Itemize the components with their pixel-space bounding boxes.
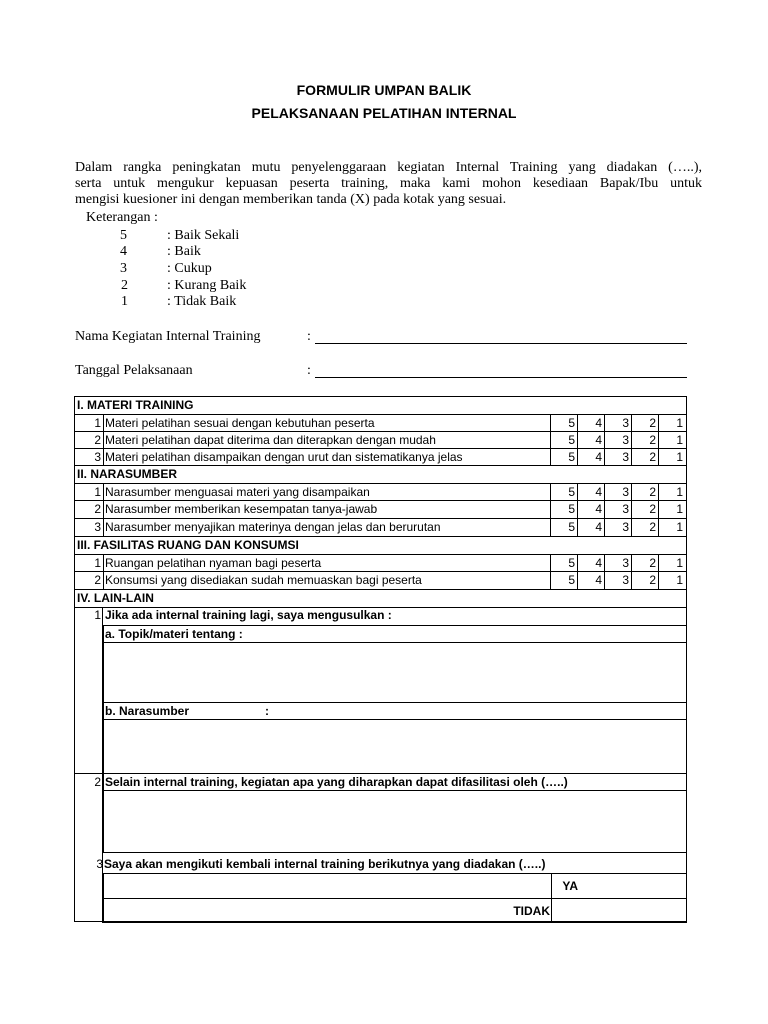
table-row [75, 483, 686, 500]
score-1-cell[interactable]: 1 [658, 449, 685, 465]
topik-label-row [103, 625, 687, 643]
score-2-cell[interactable]: 2 [631, 432, 658, 448]
item-number: 1 [94, 485, 101, 499]
narasumber-label: b. Narasumber [105, 704, 190, 718]
item-number: 2 [94, 775, 101, 789]
scale-number: 2 [121, 278, 128, 293]
score-5-cell[interactable]: 5 [550, 519, 577, 536]
question-text: Konsumsi yang disediakan sudah memuaskan bagi peserta [105, 573, 422, 587]
field-tanggal-label: Tanggal Pelaksanaan [75, 363, 193, 378]
q2-answer-box[interactable] [103, 790, 687, 853]
score-2-cell[interactable]: 2 [631, 501, 658, 518]
tanggal-input-line[interactable] [315, 377, 687, 378]
question-text: Materi pelatihan dapat diterima dan diterapkan dengan mudah [105, 433, 436, 447]
keterangan-label: Keterangan : [86, 210, 158, 225]
question-text: Narasumber menyajikan materinya dengan jelas dan berurutan [105, 520, 441, 534]
item-number: 3 [94, 520, 101, 534]
section-header-narasumber: II. NARASUMBER [75, 465, 686, 483]
score-3-cell[interactable]: 3 [604, 432, 631, 448]
score-1-cell[interactable]: 1 [658, 484, 685, 500]
scale-label: : Tidak Baik [167, 294, 237, 309]
topik-answer-box[interactable] [103, 642, 687, 703]
topik-label: a. Topik/materi tentang : [105, 627, 243, 641]
question-text: Materi pelatihan sesuai dengan kebutuhan peserta [105, 416, 375, 430]
field-colon: : [307, 329, 311, 344]
score-3-cell[interactable]: 3 [604, 484, 631, 500]
score-5-cell[interactable]: 5 [550, 415, 577, 431]
scale-number: 1 [121, 294, 128, 309]
score-2-cell[interactable]: 2 [631, 449, 658, 465]
score-2-cell[interactable]: 2 [631, 572, 658, 589]
score-3-cell[interactable]: 3 [604, 415, 631, 431]
score-4-cell[interactable]: 4 [577, 449, 604, 465]
score-1-cell[interactable]: 1 [658, 572, 685, 589]
score-3-cell[interactable]: 3 [604, 449, 631, 465]
intro-line-2: serta untuk mengukur kepuasan peserta training, maka kami mohon kesediaan Bapak/Ibu untuk [75, 176, 702, 191]
table-row [75, 518, 686, 536]
form-title: FORMULIR UMPAN BALIK [296, 82, 472, 98]
question-text: Selain internal training, kegiatan apa yang diharapkan dapat difasilitasi oleh (…..) [105, 775, 568, 789]
ya-checkbox-cell[interactable] [552, 874, 686, 898]
item-number: 3 [96, 857, 103, 871]
ya-row [103, 873, 687, 899]
item-number: 2 [94, 573, 101, 587]
score-3-cell[interactable]: 3 [604, 572, 631, 589]
question-text: Narasumber menguasai materi yang disampaikan [105, 485, 370, 499]
score-4-cell[interactable]: 4 [577, 519, 604, 536]
q2-label-row [103, 773, 687, 791]
narasumber-label-row [103, 702, 687, 720]
intro-paragraph [75, 160, 702, 208]
item-number: 2 [94, 433, 101, 447]
score-4-cell[interactable]: 4 [577, 484, 604, 500]
score-1-cell[interactable]: 1 [658, 415, 685, 431]
field-colon: : [307, 363, 311, 378]
score-1-cell[interactable]: 1 [658, 501, 685, 518]
table-row [75, 448, 686, 465]
score-5-cell[interactable]: 5 [550, 432, 577, 448]
score-2-cell[interactable]: 2 [631, 555, 658, 571]
score-4-cell[interactable]: 4 [577, 555, 604, 571]
score-3-cell[interactable]: 3 [604, 555, 631, 571]
form-subtitle: PELAKSANAAN PELATIHAN INTERNAL [251, 105, 517, 121]
item-number: 1 [94, 608, 101, 622]
item-number: 1 [94, 556, 101, 570]
score-4-cell[interactable]: 4 [577, 432, 604, 448]
question-text: Materi pelatihan disampaikan dengan urut dan sistematikanya jelas [105, 450, 463, 464]
table-row [75, 571, 686, 589]
score-2-cell[interactable]: 2 [631, 415, 658, 431]
score-1-cell[interactable]: 1 [658, 519, 685, 536]
score-4-cell[interactable]: 4 [577, 501, 604, 518]
item-number: 1 [94, 416, 101, 430]
score-4-cell[interactable]: 4 [577, 572, 604, 589]
question-text: Narasumber memberikan kesempatan tanya-jawab [105, 502, 378, 516]
tidak-row [103, 898, 687, 923]
field-nama-kegiatan [75, 329, 695, 347]
scale-label: : Baik Sekali [167, 228, 240, 243]
score-4-cell[interactable]: 4 [577, 415, 604, 431]
score-1-cell[interactable]: 1 [658, 432, 685, 448]
scale-number: 4 [120, 244, 127, 259]
score-5-cell[interactable]: 5 [550, 572, 577, 589]
score-1-cell[interactable]: 1 [658, 555, 685, 571]
section-header-fasilitas: III. FASILITAS RUANG DAN KONSUMSI [75, 536, 686, 554]
score-5-cell[interactable]: 5 [550, 484, 577, 500]
table-row [75, 414, 686, 431]
score-2-cell[interactable]: 2 [631, 519, 658, 536]
table-row [75, 500, 686, 518]
score-5-cell[interactable]: 5 [550, 501, 577, 518]
tidak-checkbox-cell[interactable] [552, 899, 686, 922]
scale-number: 3 [120, 261, 127, 276]
narasumber-colon: : [265, 704, 269, 718]
score-3-cell[interactable]: 3 [604, 519, 631, 536]
score-5-cell[interactable]: 5 [550, 449, 577, 465]
item-number: 2 [94, 502, 101, 516]
intro-line-3: mengisi kuesioner ini dengan memberikan tanda (X) pada kotak yang sesuai. [75, 192, 507, 207]
item-number: 3 [94, 450, 101, 464]
question-text: Saya akan mengikuti kembali internal training berikutnya yang diadakan (…..) [104, 857, 546, 871]
scale-label: : Baik [167, 244, 201, 259]
narasumber-answer-box[interactable] [103, 719, 687, 774]
scale-number: 5 [120, 228, 127, 243]
scale-label: : Cukup [167, 261, 212, 276]
question-text: Jika ada internal training lagi, saya mengusulkan : [105, 608, 392, 622]
score-3-cell[interactable]: 3 [604, 501, 631, 518]
table-row [75, 554, 686, 571]
field-tanggal [75, 363, 695, 381]
section-header-lain: IV. LAIN-LAIN [75, 589, 686, 607]
field-nama-kegiatan-label: Nama Kegiatan Internal Training [75, 329, 261, 344]
scale-label: : Kurang Baik [167, 278, 247, 293]
tidak-label: TIDAK [513, 904, 550, 918]
question-text: Ruangan pelatihan nyaman bagi peserta [105, 556, 322, 570]
feedback-table [74, 396, 687, 922]
intro-line-1: Dalam rangka peningkatan mutu penyelenggaraan kegiatan Internal Training yang diadakan (…..), [75, 160, 702, 175]
ya-label: YA [562, 879, 578, 893]
score-2-cell[interactable]: 2 [631, 484, 658, 500]
section-header-materi: I. MATERI TRAINING [77, 398, 194, 412]
nama-kegiatan-input-line[interactable] [315, 343, 687, 344]
table-row [75, 431, 686, 448]
score-5-cell[interactable]: 5 [550, 555, 577, 571]
